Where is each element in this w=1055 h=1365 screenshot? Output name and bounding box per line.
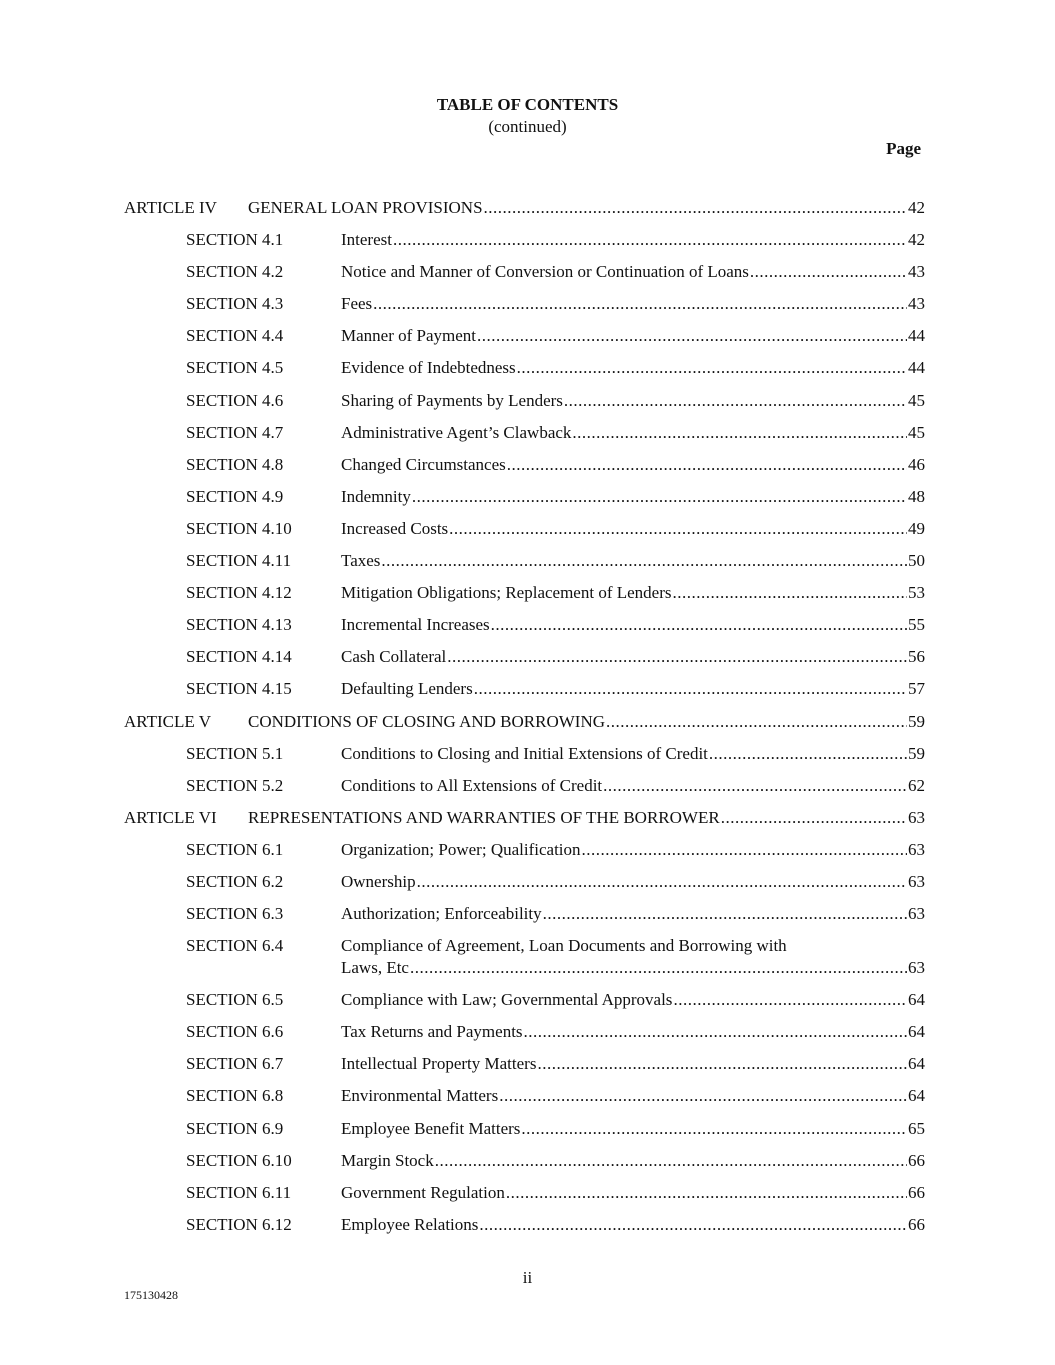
entry-number: SECTION 4.15 bbox=[186, 679, 292, 699]
entry-page: 63 bbox=[908, 904, 925, 924]
entry-line bbox=[341, 775, 925, 797]
entry-page: 46 bbox=[908, 454, 925, 474]
entry-page: 44 bbox=[908, 358, 925, 378]
entry-line bbox=[341, 743, 925, 765]
entry-title: Ownership bbox=[341, 871, 416, 891]
toc-section-entry[interactable] bbox=[124, 582, 925, 614]
entry-title: Compliance with Law; Governmental Approvals bbox=[341, 990, 673, 1010]
toc-section-entry[interactable] bbox=[124, 518, 925, 550]
dot-leader bbox=[603, 775, 907, 797]
entry-page: 66 bbox=[908, 1182, 925, 1202]
entry-number: ARTICLE V bbox=[124, 711, 211, 731]
entry-number: SECTION 6.3 bbox=[186, 904, 284, 924]
dot-leader bbox=[474, 678, 907, 700]
entry-line bbox=[341, 839, 925, 861]
dot-leader bbox=[412, 486, 907, 508]
entry-title: Conditions to Closing and Initial Extensions of Credit bbox=[341, 743, 708, 763]
entry-title: Notice and Manner of Conversion or Continuation of Loans bbox=[341, 262, 749, 282]
entry-page: 66 bbox=[908, 1214, 925, 1234]
entry-number: ARTICLE VI bbox=[124, 807, 217, 827]
entry-number: SECTION 4.6 bbox=[186, 390, 284, 410]
entry-line bbox=[341, 646, 925, 668]
entry-page: 63 bbox=[908, 958, 925, 978]
entry-number: SECTION 4.3 bbox=[186, 294, 284, 314]
toc-section-entry[interactable] bbox=[124, 486, 925, 518]
dot-leader bbox=[447, 646, 907, 668]
dot-leader bbox=[435, 1150, 907, 1172]
entry-line bbox=[341, 390, 925, 412]
dot-leader bbox=[484, 197, 907, 219]
entry-number: SECTION 5.2 bbox=[186, 775, 284, 795]
entry-line bbox=[341, 1182, 925, 1204]
entry-page: 59 bbox=[908, 743, 925, 763]
entry-line bbox=[341, 903, 925, 925]
entry-number: SECTION 4.5 bbox=[186, 358, 284, 378]
entry-title: Fees bbox=[341, 294, 373, 314]
dot-leader bbox=[417, 871, 907, 893]
entry-number: SECTION 6.8 bbox=[186, 1086, 284, 1106]
dot-leader bbox=[499, 1085, 907, 1107]
toc-article-entry[interactable] bbox=[124, 711, 925, 743]
toc-section-entry[interactable] bbox=[124, 1021, 925, 1053]
toc-list bbox=[124, 197, 925, 1246]
entry-page: 43 bbox=[908, 294, 925, 314]
entry-number: SECTION 6.1 bbox=[186, 839, 284, 859]
dot-leader bbox=[572, 422, 907, 444]
entry-page: 50 bbox=[908, 551, 925, 571]
entry-page: 43 bbox=[908, 262, 925, 282]
toc-section-entry[interactable] bbox=[124, 550, 925, 582]
toc-subtitle: (continued) bbox=[488, 117, 567, 136]
dot-leader bbox=[479, 1214, 907, 1236]
toc-article-entry[interactable] bbox=[124, 197, 925, 229]
entry-number: SECTION 5.1 bbox=[186, 743, 284, 763]
entry-number: SECTION 4.10 bbox=[186, 518, 292, 538]
entry-number: SECTION 6.12 bbox=[186, 1214, 292, 1234]
entry-line bbox=[341, 582, 925, 604]
dot-leader bbox=[606, 711, 907, 733]
entry-number: SECTION 4.9 bbox=[186, 486, 284, 506]
toc-section-entry[interactable] bbox=[124, 646, 925, 678]
dot-leader bbox=[672, 582, 907, 604]
toc-section-entry[interactable] bbox=[124, 293, 925, 325]
entry-page: 53 bbox=[908, 583, 925, 603]
page-number: ii bbox=[522, 1268, 533, 1287]
entry-title: Evidence of Indebtedness bbox=[341, 358, 516, 378]
toc-section-entry[interactable] bbox=[124, 325, 925, 357]
toc-section-entry[interactable] bbox=[124, 390, 925, 422]
toc-section-entry[interactable] bbox=[124, 1214, 925, 1246]
entry-page: 42 bbox=[908, 198, 925, 217]
entry-line bbox=[341, 1085, 925, 1107]
entry-page: 45 bbox=[908, 422, 925, 442]
entry-number: ARTICLE IV bbox=[124, 198, 217, 217]
toc-section-entry[interactable] bbox=[124, 229, 925, 261]
toc-section-entry[interactable] bbox=[124, 903, 925, 935]
dot-leader bbox=[709, 743, 907, 765]
toc-section-entry[interactable] bbox=[124, 454, 925, 486]
entry-page: 55 bbox=[908, 615, 925, 635]
entry-title: Margin Stock bbox=[341, 1150, 434, 1170]
toc-section-entry[interactable] bbox=[124, 1150, 925, 1182]
entry-number: SECTION 6.5 bbox=[186, 990, 284, 1010]
entry-page: 64 bbox=[908, 1054, 925, 1074]
entry-title: Defaulting Lenders bbox=[341, 679, 473, 699]
entry-page: 44 bbox=[908, 326, 925, 346]
entry-line bbox=[341, 550, 925, 572]
dot-leader bbox=[521, 1118, 907, 1140]
page-column-header: Page bbox=[886, 139, 921, 158]
entry-number: SECTION 4.7 bbox=[186, 422, 284, 442]
dot-leader bbox=[564, 390, 907, 412]
entry-number: SECTION 6.7 bbox=[186, 1054, 284, 1074]
entry-title: Mitigation Obligations; Replacement of Lenders bbox=[341, 583, 672, 603]
entry-page: 64 bbox=[908, 990, 925, 1010]
entry-number: SECTION 6.4 bbox=[186, 936, 284, 956]
entry-number: SECTION 6.6 bbox=[186, 1022, 284, 1042]
dot-leader bbox=[537, 1053, 907, 1075]
entry-line bbox=[341, 325, 925, 347]
entry-number: SECTION 4.12 bbox=[186, 583, 292, 603]
entry-title-line1: Compliance of Agreement, Loan Documents and Borrowing with bbox=[341, 936, 787, 956]
dot-leader bbox=[449, 518, 907, 540]
entry-page: 56 bbox=[908, 647, 925, 667]
toc-section-entry[interactable] bbox=[124, 1182, 925, 1214]
entry-title: Indemnity bbox=[341, 486, 411, 506]
dot-leader bbox=[373, 293, 907, 315]
toc-section-entry[interactable] bbox=[124, 678, 925, 710]
entry-line bbox=[341, 422, 925, 444]
dot-leader bbox=[524, 1021, 907, 1043]
entry-line bbox=[341, 261, 925, 283]
entry-line bbox=[248, 807, 925, 829]
entry-title: Tax Returns and Payments bbox=[341, 1022, 523, 1042]
entry-page: 57 bbox=[908, 679, 925, 699]
entry-title: Administrative Agent’s Clawback bbox=[341, 422, 572, 442]
entry-title: CONDITIONS OF CLOSING AND BORROWING bbox=[248, 711, 606, 731]
entry-page: 63 bbox=[908, 871, 925, 891]
dot-leader bbox=[491, 614, 907, 636]
entry-page: 63 bbox=[908, 807, 925, 827]
dot-leader bbox=[507, 454, 907, 476]
document-id: 175130428 bbox=[124, 1288, 178, 1302]
dot-leader bbox=[506, 1182, 907, 1204]
entry-title: Employee Relations bbox=[341, 1214, 479, 1234]
dot-leader bbox=[673, 989, 907, 1011]
entry-line bbox=[341, 518, 925, 540]
entry-title: REPRESENTATIONS AND WARRANTIES OF THE BORROWER bbox=[248, 807, 720, 827]
entry-page: 64 bbox=[908, 1086, 925, 1106]
toc-section-entry[interactable] bbox=[124, 614, 925, 646]
dot-leader bbox=[721, 807, 907, 829]
entry-line bbox=[341, 293, 925, 315]
entry-number: SECTION 4.11 bbox=[186, 551, 292, 571]
entry-page: 63 bbox=[908, 839, 925, 859]
dot-leader bbox=[517, 357, 907, 379]
entry-title: Authorization; Enforceability bbox=[341, 904, 542, 924]
entry-title: Manner of Payment bbox=[341, 326, 477, 346]
toc-section-entry[interactable] bbox=[124, 839, 925, 871]
entry-line bbox=[341, 678, 925, 700]
entry-page: 65 bbox=[908, 1118, 925, 1138]
dot-leader bbox=[477, 325, 907, 347]
dot-leader bbox=[582, 839, 907, 861]
entry-title: Conditions to All Extensions of Credit bbox=[341, 775, 603, 795]
entry-title: Organization; Power; Qualification bbox=[341, 839, 581, 859]
entry-line bbox=[341, 454, 925, 476]
entry-number: SECTION 4.8 bbox=[186, 454, 284, 474]
entry-title: Environmental Matters bbox=[341, 1086, 499, 1106]
entry-number: SECTION 6.10 bbox=[186, 1150, 292, 1170]
entry-page: 45 bbox=[908, 390, 925, 410]
entry-page: 59 bbox=[908, 711, 925, 731]
entry-line bbox=[341, 614, 925, 636]
entry-title: GENERAL LOAN PROVISIONS bbox=[248, 198, 483, 217]
dot-leader bbox=[410, 957, 907, 979]
entry-number: SECTION 4.2 bbox=[186, 262, 284, 282]
dot-leader bbox=[543, 903, 907, 925]
entry-number: SECTION 4.14 bbox=[186, 647, 292, 667]
entry-number: SECTION 4.4 bbox=[186, 326, 284, 346]
entry-title: Incremental Increases bbox=[341, 615, 490, 635]
toc-section-entry[interactable] bbox=[124, 357, 925, 389]
entry-title: Increased Costs bbox=[341, 518, 449, 538]
toc-section-entry[interactable] bbox=[124, 743, 925, 775]
entry-line bbox=[248, 711, 925, 733]
toc-section-entry[interactable] bbox=[124, 422, 925, 454]
toc-section-entry[interactable] bbox=[124, 871, 925, 903]
entry-line bbox=[341, 1214, 925, 1236]
entry-title: Intellectual Property Matters bbox=[341, 1054, 537, 1074]
entry-page: 66 bbox=[908, 1150, 925, 1170]
entry-line bbox=[341, 486, 925, 508]
dot-leader bbox=[750, 261, 907, 283]
entry-line bbox=[341, 1021, 925, 1043]
entry-page: 48 bbox=[908, 486, 925, 506]
entry-number: SECTION 6.11 bbox=[186, 1182, 292, 1202]
entry-number: SECTION 6.2 bbox=[186, 871, 284, 891]
toc-title: TABLE OF CONTENTS bbox=[436, 95, 619, 114]
toc-section-entry[interactable] bbox=[124, 1085, 925, 1117]
dot-leader bbox=[393, 229, 907, 251]
toc-section-entry[interactable] bbox=[124, 1053, 925, 1085]
entry-line bbox=[341, 871, 925, 893]
toc-section-entry[interactable] bbox=[124, 261, 925, 293]
entry-title: Interest bbox=[341, 230, 392, 250]
entry-number: SECTION 6.9 bbox=[186, 1118, 284, 1138]
entry-title: Taxes bbox=[341, 551, 381, 571]
entry-line bbox=[341, 1150, 925, 1172]
entry-title: Changed Circumstances bbox=[341, 454, 506, 474]
toc-section-entry[interactable] bbox=[124, 775, 925, 807]
toc-section-entry[interactable] bbox=[124, 1118, 925, 1150]
entry-line bbox=[341, 357, 925, 379]
toc-section-entry[interactable] bbox=[124, 935, 925, 989]
entry-line bbox=[341, 989, 925, 1011]
entry-page: 64 bbox=[908, 1022, 925, 1042]
entry-title: Employee Benefit Matters bbox=[341, 1118, 521, 1138]
entry-title: Sharing of Payments by Lenders bbox=[341, 390, 563, 410]
entry-title: Government Regulation bbox=[341, 1182, 505, 1202]
entry-title: Cash Collateral bbox=[341, 647, 447, 667]
toc-article-entry[interactable] bbox=[124, 807, 925, 839]
entry-number: SECTION 4.13 bbox=[186, 615, 292, 635]
entry-page: 49 bbox=[908, 518, 925, 538]
entry-line bbox=[341, 1053, 925, 1075]
entry-line bbox=[341, 957, 925, 979]
entry-number: SECTION 4.1 bbox=[186, 230, 284, 250]
dot-leader bbox=[381, 550, 907, 572]
entry-line bbox=[248, 197, 925, 219]
entry-page: 62 bbox=[908, 775, 925, 795]
entry-line bbox=[341, 1118, 925, 1140]
toc-section-entry[interactable] bbox=[124, 989, 925, 1021]
entry-title: Laws, Etc bbox=[341, 958, 409, 978]
entry-line bbox=[341, 229, 925, 251]
entry-page: 42 bbox=[908, 230, 925, 250]
